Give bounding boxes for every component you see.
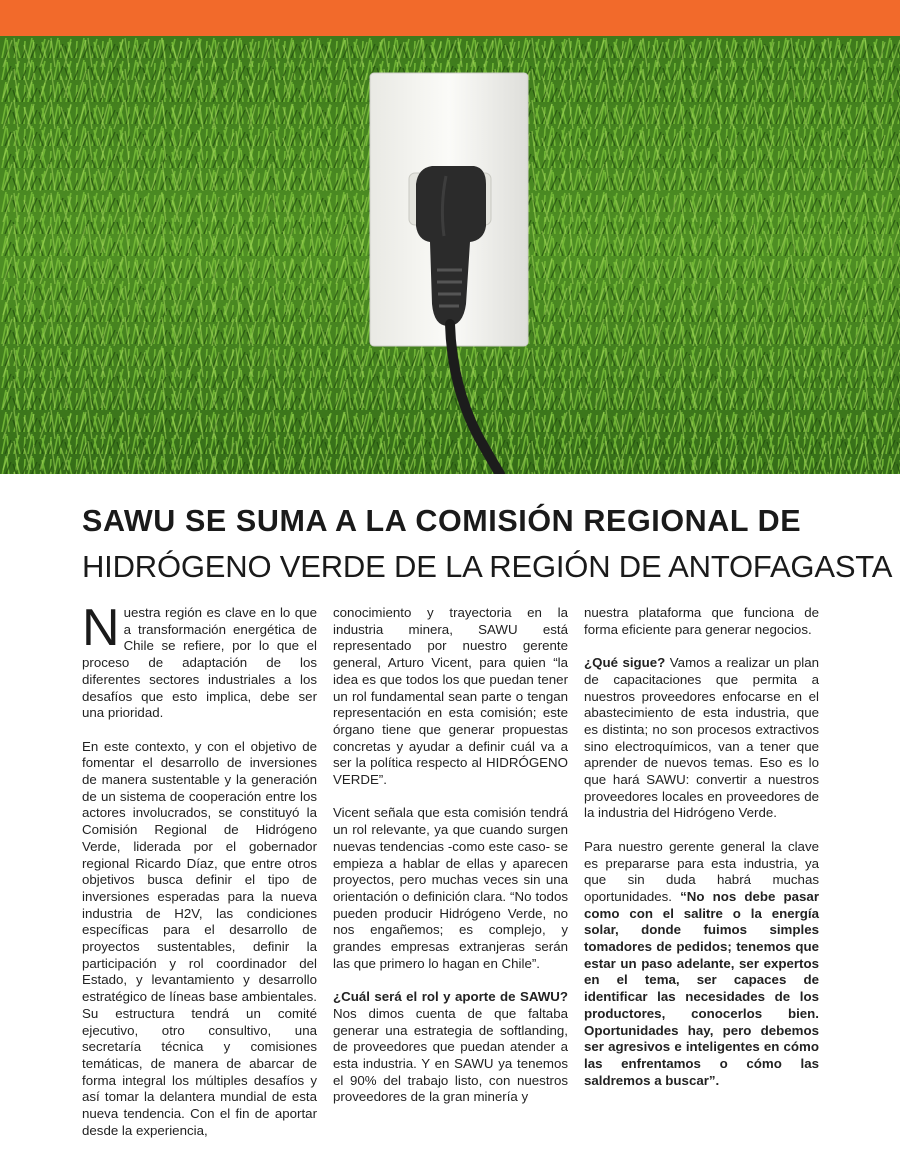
paragraph-text: Para nuestro gerente general la clave es prepararse para esta industria, ya que sin duda habrá muchas oportunidades. bbox=[584, 838, 819, 904]
column-1 bbox=[82, 599, 317, 1156]
paragraph bbox=[82, 599, 317, 722]
article-body bbox=[82, 599, 819, 1138]
column-3 bbox=[584, 605, 819, 1106]
paragraph: nuestra plataforma que funciona de forma eficiente para generar negocios. bbox=[584, 605, 819, 637]
drop-cap: N bbox=[82, 599, 120, 657]
article-title bbox=[82, 503, 893, 587]
paragraph: Vicent señala que esta comisión tendrá un rol relevante, ya que cuando surgen nuevas tendencias -como este caso- se empieza a hablar de ellas y aparecen proyectos, pero muchas veces sin una orientación o definición clara. “No todos pueden producir Hidrógeno Verde, no nos engañemos; es complejo, y grandes empresas extranjeras serán las que primero lo hagan en Chile”. bbox=[333, 805, 568, 971]
top-accent-bar bbox=[0, 0, 900, 36]
paragraph-text: uestra región es clave en lo que a transformación energética de Chile se refiere, por lo que el proceso de adaptación de los diferentes sectores industriales a los desafíos que esto implica, debe ser una prioridad. bbox=[82, 605, 317, 721]
paragraph bbox=[584, 839, 819, 1090]
paragraph-text: Nos dimos cuenta de que faltaba generar una estrategia de softlanding, de proveedores que puedan atender a esta industria. Y en SAWU ya tenemos el 90% del trabajo listo, con nuestros proveedores de la gran minería y bbox=[333, 1005, 568, 1105]
paragraph: En este contexto, y con el objetivo de fomentar el desarrollo de inversiones de manera sustentable y la generación de un sistema de cooperación entre los actores involucrados, se constituyó la Comisión Regional de Hidrógeno Verde, liderada por el gobernador regional Ricardo Díaz, que entre otros objetivos busca definir el tipo de inversiones esperadas para la nueva industria de H2V, las condiciones específicas para el desarrollo de proyectos sustentables, definir la participación y rol coordinador del Estado, y levantamiento y desarrollo estratégico de líneas base ambientales. Su estructura tendrá un comité ejecutivo, otro consultivo, una secretaría técnica y comisiones temáticas, de manera de abarcar de forma integral los múltiples desafíos y así tomar la delantera mundial de esta nueva tendencia. Con el fin de aportar desde la experiencia, bbox=[82, 738, 317, 1138]
paragraph bbox=[584, 655, 819, 822]
subheading: ¿Cuál será el rol y aporte de SAWU? bbox=[333, 989, 568, 1005]
hero-image-grass-outlet bbox=[0, 36, 900, 474]
subheading: ¿Qué sigue? bbox=[584, 655, 666, 671]
paragraph: conocimiento y trayectoria en la industria minera, SAWU está representado por nuestro gerente general, Arturo Vicent, para quien “la idea es que todos los que puedan tener un rol fundamental sean parte o tengan representación en esta comisión; este órgano tiene que generar propuestas concretas y ayudar a definir cuál va a ser la política respecto al HIDRÓGENO VERDE”. bbox=[333, 605, 568, 788]
title-line-2: HIDRÓGENO VERDE DE LA REGIÓN DE ANTOFAGASTA bbox=[82, 549, 893, 584]
quote: “No nos debe pasar como con el salitre o la energía solar, donde fuimos simples tomadores de pedidos; tenemos que estar un paso adelante, ser expertos en el tema, ser capaces de identificar las necesidades de los productores, conocerlos bien. Oportunidades hay, pero debemos ser agresivos e inteligentes en cómo las enfrentamos o cómo las saldremos a buscar”. bbox=[584, 888, 819, 1088]
paragraph bbox=[333, 989, 568, 1106]
title-line-1: SAWU SE SUMA A LA COMISIÓN REGIONAL DE bbox=[82, 504, 802, 538]
paragraph-text: Vamos a realizar un plan de capacitaciones que permita a nuestros proveedores enfocarse en el abastecimiento de esta industria, que es distinta; no son procesos extractivos sino electroquímicos, van a tener que aprender de nuevos temas. Eso es lo que hará SAWU: convertir a nuestros proveedores locales en proveedores de la industria del Hidrógeno Verde. bbox=[584, 655, 819, 821]
column-2 bbox=[333, 605, 568, 1123]
grass-outlet-illustration bbox=[0, 36, 900, 474]
